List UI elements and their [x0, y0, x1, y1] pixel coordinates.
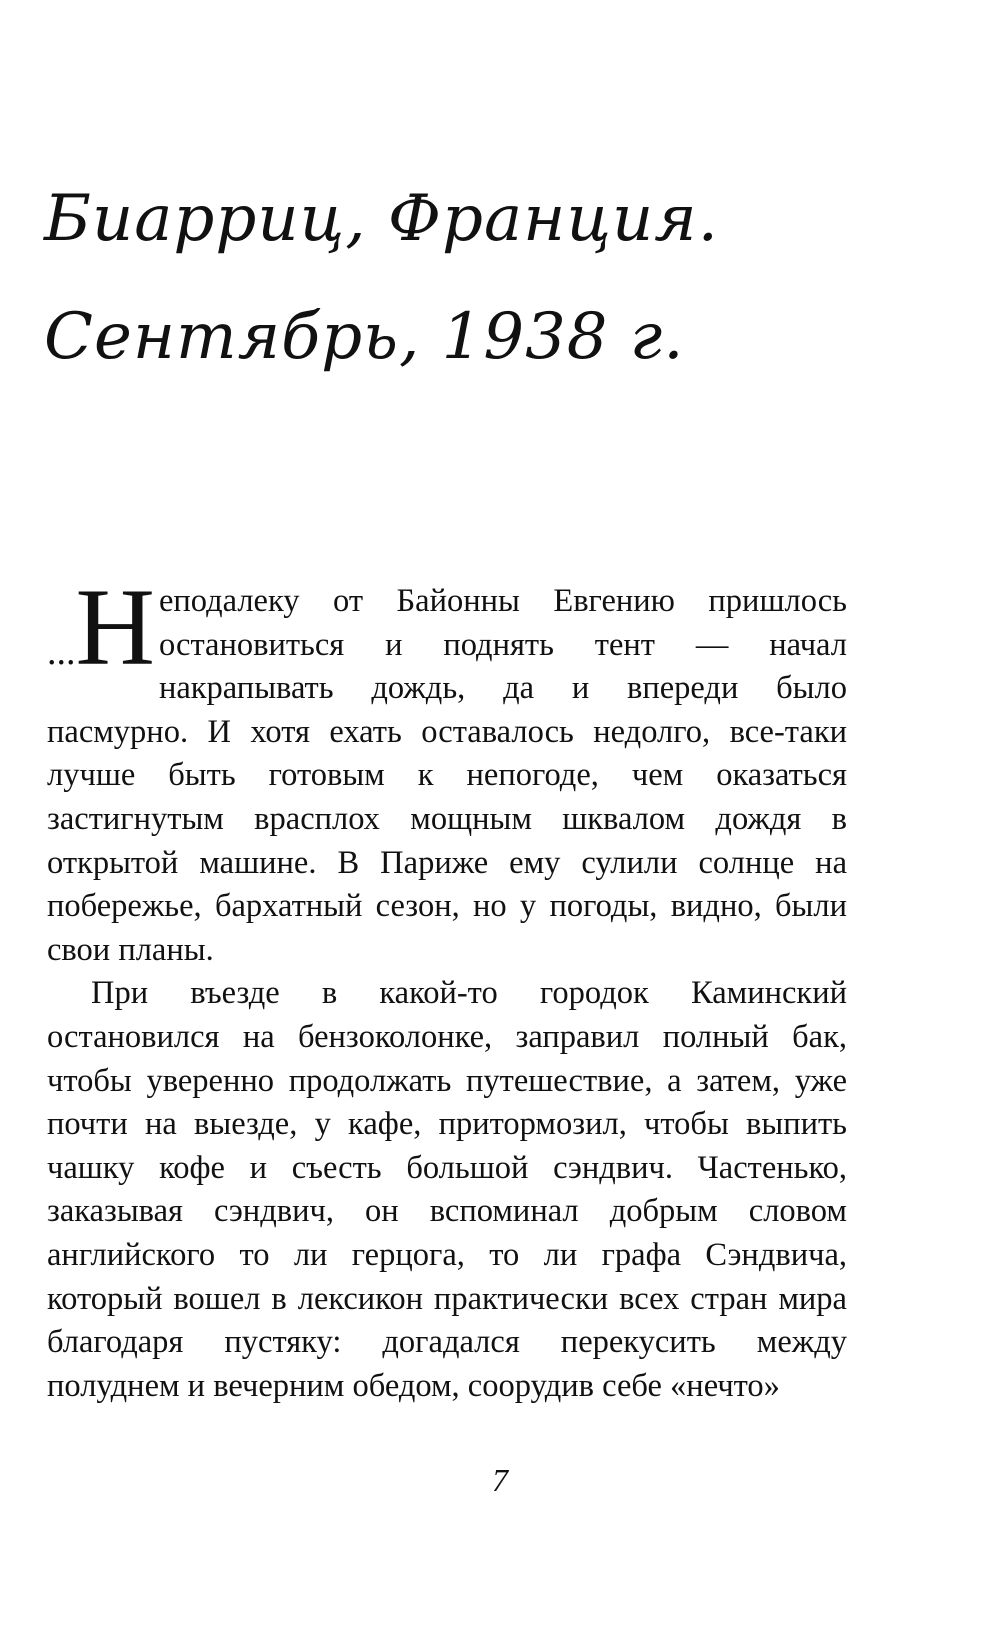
- drop-cap: [47, 566, 155, 691]
- chapter-title-line-1: Биарриц, Франция.: [44, 182, 719, 256]
- chapter-title-line-2: Сентябрь, 1938 г.: [44, 300, 685, 374]
- paragraph-1: [47, 566, 847, 972]
- paragraph-2: При въезде в какой-то городок Каминский остановился на бензоколонке, заправил полный бак, чтобы уверенно продолжать путешествие, а затем, уже почти на выезде, у кафе, притормозил, чтобы выпить чашку кофе и съесть большой сэндвич. Частенько, заказывая сэндвич, он вспоминал добрым словом английского то ли герцога, то ли графа Сэндвича, который вошел в лексикон практически всех стран мира благодаря пустяку: догадался перекусить между полуднем и вечерним обедом, соорудив себе «нечто»: [47, 975, 847, 1404]
- paragraph-1-text: еподалеку от Байонны Евгению пришлось остановиться и поднять тент — начал накрапывать дождь, да и впереди было пасмурно. И хотя ехать оставалось недолго, все-таки лучше быть готовым к непогоде, чем оказаться застигнутым врасплох мощным шквалом дождя в открытой машине. В Париже ему сулили солнце на побережье, бархатный сезон, но у погоды, видно, были свои планы.: [47, 583, 847, 968]
- body-text: [47, 566, 847, 1408]
- lead-in-ellipsis: ...: [47, 631, 76, 673]
- drop-cap-letter: Н: [75, 566, 155, 688]
- page-number: 7: [492, 1462, 508, 1498]
- chapter-title: [44, 160, 944, 396]
